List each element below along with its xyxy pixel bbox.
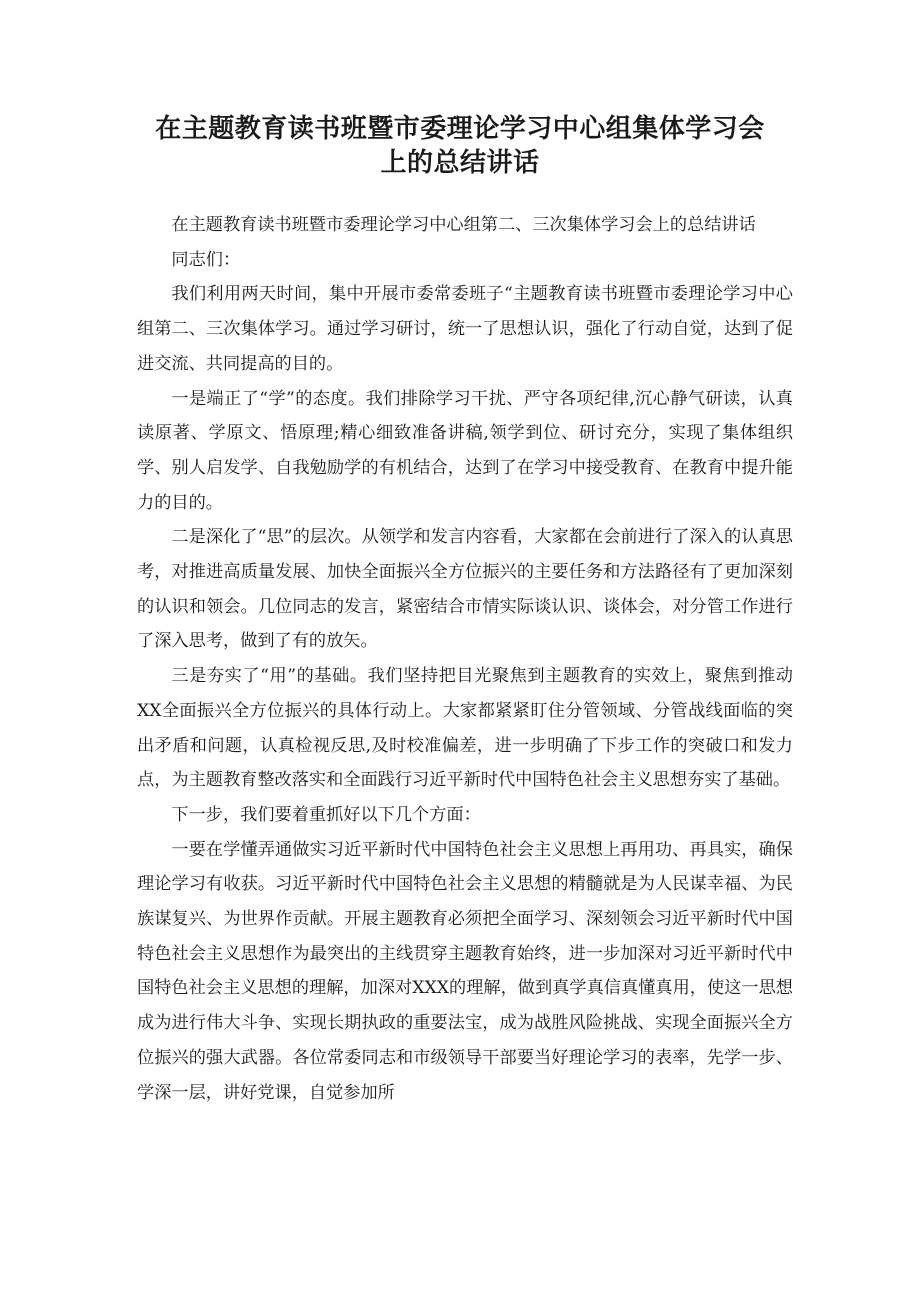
subtitle-paragraph: 在主题教育读书班暨市委理论学习中心组第二、三次集体学习会上的总结讲话 <box>171 215 756 235</box>
body-paragraph: 一要在学懂弄通做实习近平新时代中国特色社会主义思想上再用功、再具实，确保理论学习有收获。习近平新时代中国特色社会主义思想的精髓就是为人民谋幸福、为民族谋复兴、为世界作贡献。开展主题教育必须把全面学习、深刻领会习近平新时代中国特色社会主义思想作为最突出的主线贯穿主题教育始终，进一步加深对习近平新时代中国特色社会主义思想的理解，加深对XXX的理解，做到真学真信真懂真用，使这一思想成为进行伟大斗争、实现长期执政的重要法宝，成为战胜风险挑战、实现全面振兴全方位振兴的强大武器。各位常委同志和市级领导干部要当好理论学习的表率，先学一步、学深一层，讲好党课，自觉参加所 <box>137 839 793 1103</box>
intro-paragraph: 我们利用两天时间，集中开展市委常委班子“主题教育读书班暨市委理论学习中心组第二、三次集体学习。通过学习研讨，统一了思想认识，强化了行动自觉，达到了促进交流、共同提高的目的。 <box>137 284 793 374</box>
body-paragraph: 下一步，我们要着重抓好以下几个方面： <box>171 804 481 825</box>
body-paragraph: 三是夯实了“用”的基础。我们坚持把目光聚焦到主题教育的实效上，聚焦到推动XX全面振兴全方位振兴的具体行动上。大家都紧紧盯住分管领域、分管战线面临的突出矛盾和问题，认真检视反思,及时校准偏差，进一步明确了下步工作的突破口和发力点，为主题教育整改落实和全面践行习近平新时代中国特色社会主义思想夯实了基础。 <box>137 666 793 791</box>
document-title-line-2: 上的总结讲话 <box>380 148 540 178</box>
salutation-paragraph: 同志们： <box>171 249 241 270</box>
document-title-line-1: 在主题教育读书班暨市委理论学习中心组集体学习会 <box>155 114 765 144</box>
document-body <box>137 208 793 1110</box>
body-paragraph: 一是端正了“学”的态度。我们排除学习干扰、严守各项纪律,沉心静气研读，认真读原著、学原文、悟原理;精心细致准备讲稿,领学到位、研讨充分，实现了集体组织学、别人启发学、自我勉励学的有机结合，达到了在学习中接受教育、在教育中提升能力的目的。 <box>137 388 793 513</box>
body-paragraph: 二是深化了“思”的层次。从领学和发言内容看，大家都在会前进行了深入的认真思考，对推进高质量发展、加快全面振兴全方位振兴的主要任务和方法路径有了更加深刻的认识和领会。几位同志的发言，紧密结合市情实际谈认识、谈体会，对分管工作进行了深入思考，做到了有的放矢。 <box>137 527 793 652</box>
